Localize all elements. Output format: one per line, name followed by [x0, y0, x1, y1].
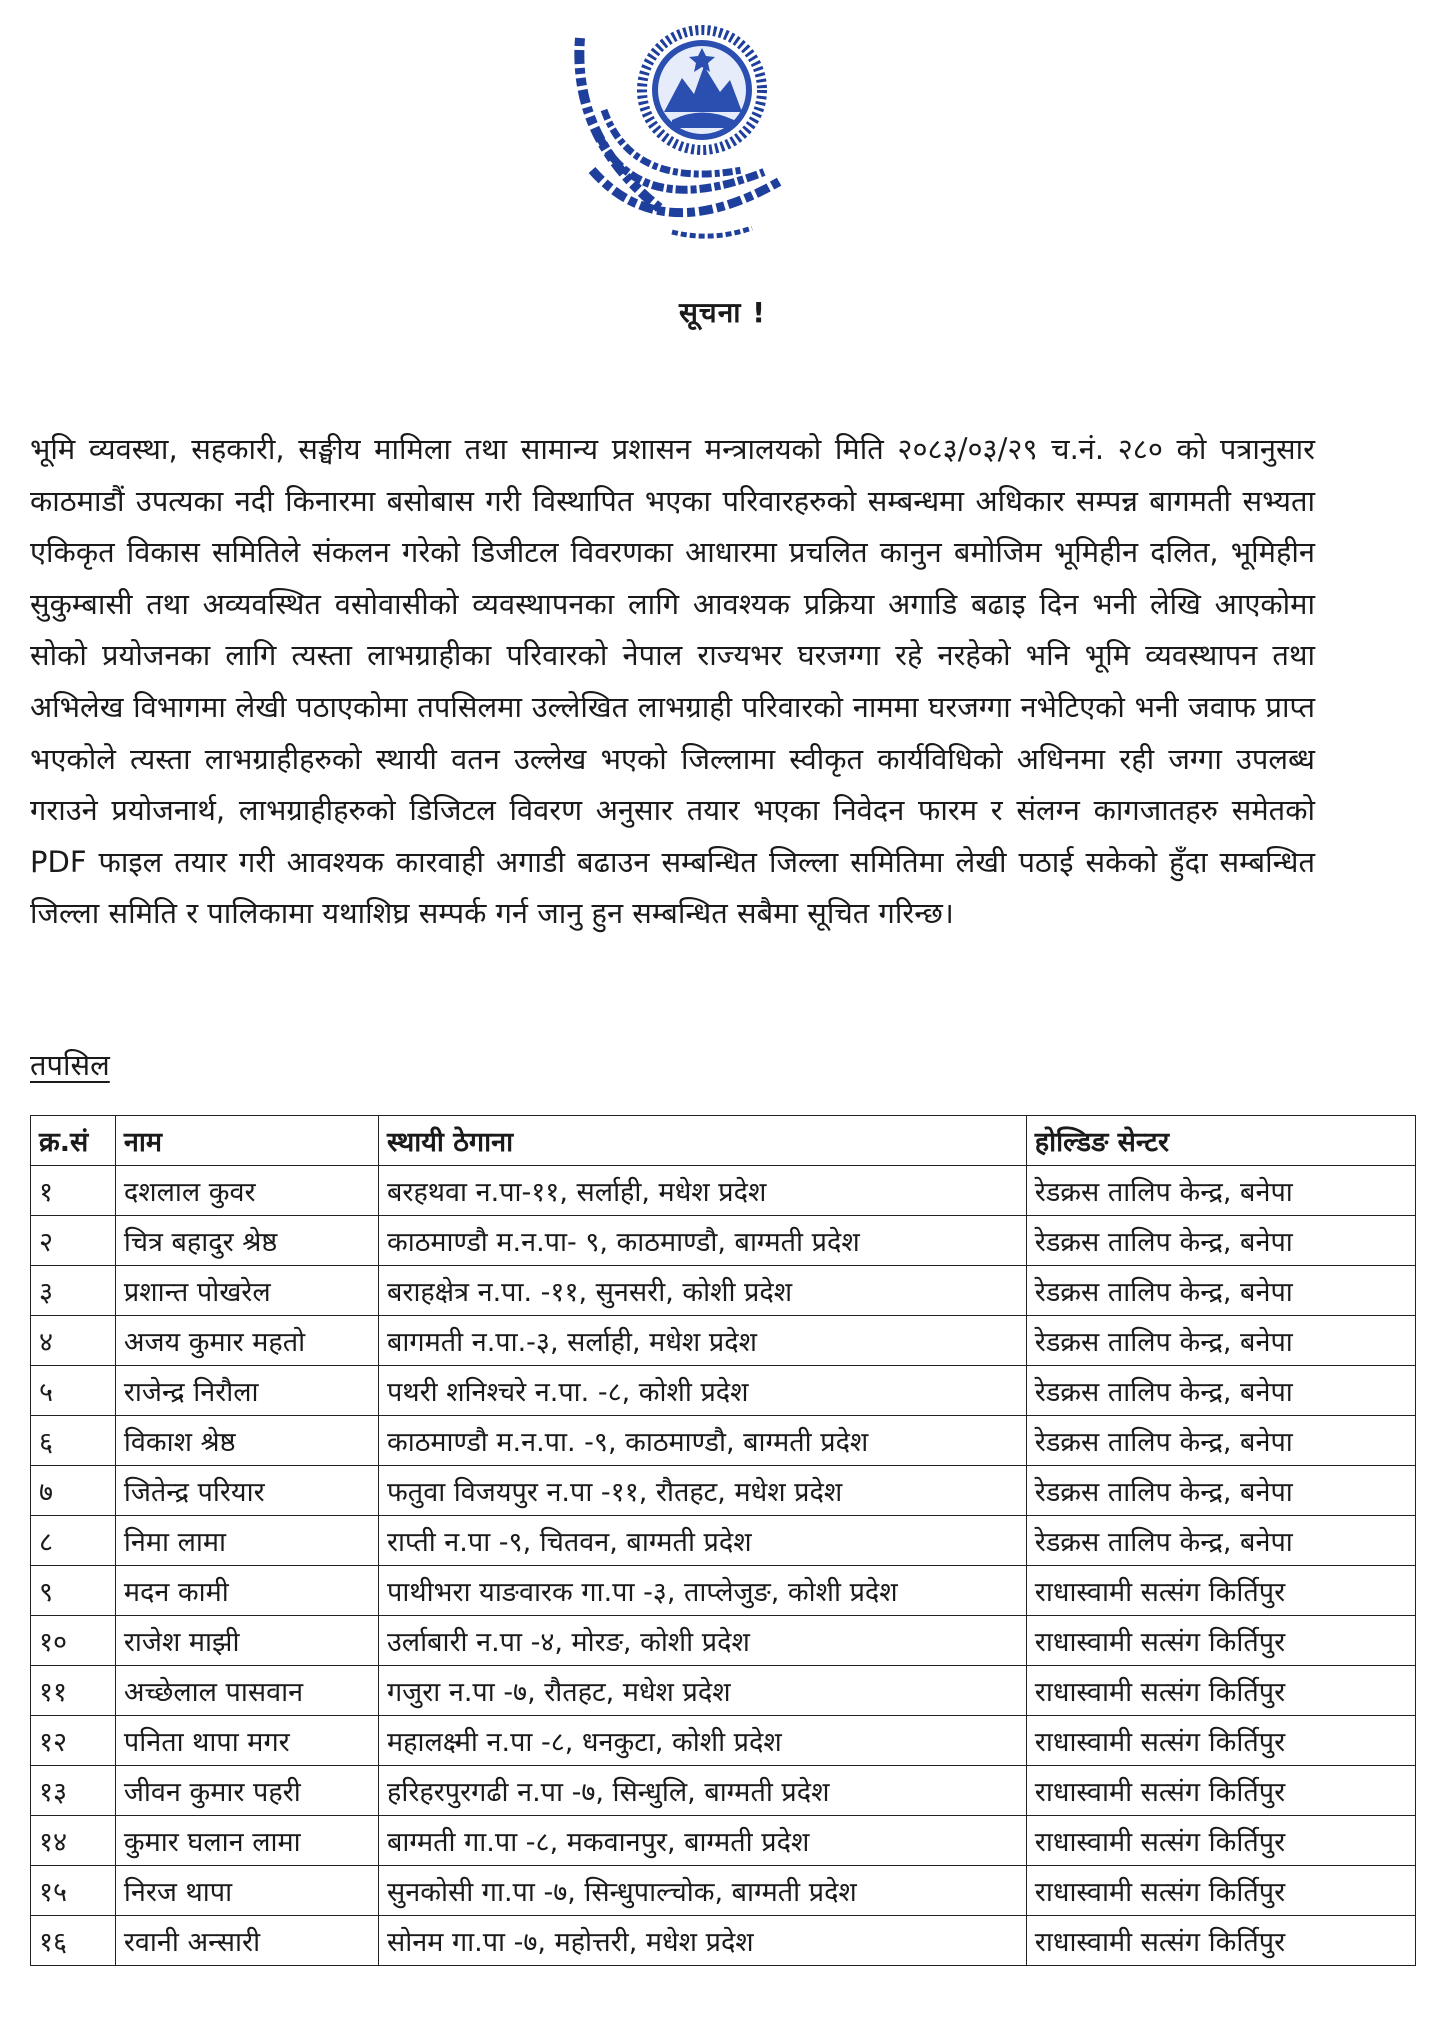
- cell-permanent-address: काठमाण्डौ म.न.पा- ९, काठमाण्डौ, बाग्मती प्रदेश: [378, 1216, 1026, 1266]
- table-header-row: [31, 1116, 1416, 1166]
- notice-title: सूचना !: [678, 296, 767, 329]
- table-row: [31, 1366, 1416, 1416]
- notice-body: भूमि व्यवस्था, सहकारी, सङ्घीय मामिला तथा सामान्य प्रशासन मन्त्रालयको मिति २०८३/०३/२९ च.नं. २८० को पत्रानुसार काठमाडौं उपत्यका नदी किनारमा बसोबास गरी विस्थापित भएका परिवारहरुको सम्बन्धमा अधिकार सम्पन्न बागमती सभ्यता एकिकृत विकास समितिले संकलन गरेको डिजीटल विवरणका आधारमा प्रचलित कानुन बमोजिम भूमिहीन दलित, भूमिहीन सुकुम्बासी तथा अव्यवस्थित वसोवासीको व्यवस्थापनका लागि आवश्यक प्रक्रिया अगाडि बढाइ दिन भनी लेखि आएकोमा सोको प्रयोजनका लागि त्यस्ता लाभग्राहीका परिवारको नेपाल राज्यभर घरजग्गा रहे नरहेको भनि भूमि व्यवस्थापन तथा अभिलेख विभागमा लेखी पठाएकोमा तपसिलमा उल्लेखित लाभग्राही परिवारको नाममा घरजग्गा नभेटिएको भनी जवाफ प्राप्त भएकोले त्यस्ता लाभग्राहीहरुको स्थायी वतन उल्लेख भएको जिल्लामा स्वीकृत कार्यविधिको अधिनमा रही जग्गा उपलब्ध गराउने प्रयोजनार्थ, लाभग्राहीहरुको डिजिटल विवरण अनुसार तयार भएका निवेदन फारम र संलग्न कागजातहरु समेतको PDF फाइल तयार गरी आवश्यक कारवाही अगाडी बढाउन सम्बन्धित जिल्ला समितिमा लेखी पठाई सकेको हुँदा सम्बन्धित जिल्ला समिति र पालिकामा यथाशिघ्र सम्पर्क गर्न जानु हुन सम्बन्धित सबैमा सूचित गरिन्छ।: [30, 432, 1315, 931]
- cell-permanent-address: बाग्मती गा.पा -८, मकवानपुर, बाग्मती प्रदेश: [378, 1816, 1026, 1866]
- cell-name: दशलाल कुवर: [115, 1166, 378, 1216]
- cell-permanent-address: महालक्ष्मी न.पा -८, धनकुटा, कोशी प्रदेश: [378, 1716, 1026, 1766]
- cell-name: पनिता थापा मगर: [115, 1716, 378, 1766]
- cell-serial-number: ४: [31, 1316, 116, 1366]
- cell-serial-number: १४: [31, 1816, 116, 1866]
- cell-name: जितेन्द्र परियार: [115, 1466, 378, 1516]
- table-row: [31, 1766, 1416, 1816]
- cell-serial-number: १६: [31, 1916, 116, 1966]
- cell-serial-number: २: [31, 1216, 116, 1266]
- cell-permanent-address: काठमाण्डौ म.न.पा. -९, काठमाण्डौ, बाग्मती प्रदेश: [378, 1416, 1026, 1466]
- table-row: [31, 1466, 1416, 1516]
- cell-holding-center: रेडक्रस तालिप केन्द्र, बनेपा: [1026, 1266, 1415, 1316]
- table-row: [31, 1216, 1416, 1266]
- cell-name: जीवन कुमार पहरी: [115, 1766, 378, 1816]
- table-row: [31, 1866, 1416, 1916]
- table-row: [31, 1266, 1416, 1316]
- cell-serial-number: १: [31, 1166, 116, 1216]
- table-row: [31, 1816, 1416, 1866]
- cell-permanent-address: बागमती न.पा.-३, सर्लाही, मधेश प्रदेश: [378, 1316, 1026, 1366]
- cell-serial-number: ७: [31, 1466, 116, 1516]
- cell-name: चित्र बहादुर श्रेष्ठ: [115, 1216, 378, 1266]
- cell-permanent-address: उर्लाबारी न.पा -४, मोरङ, कोशी प्रदेश: [378, 1616, 1026, 1666]
- cell-holding-center: रेडक्रस तालिप केन्द्र, बनेपा: [1026, 1166, 1415, 1216]
- cell-name: अच्छेलाल पासवान: [115, 1666, 378, 1716]
- table-body: [31, 1166, 1416, 1966]
- header-holding-center: होल्डिङ सेन्टर: [1026, 1116, 1415, 1166]
- cell-permanent-address: सुनकोसी गा.पा -७, सिन्धुपाल्चोक, बाग्मती प्रदेश: [378, 1866, 1026, 1916]
- header-permanent-address: स्थायी ठेगाना: [378, 1116, 1026, 1166]
- table-row: [31, 1616, 1416, 1666]
- table-row: [31, 1566, 1416, 1616]
- cell-holding-center: राधास्वामी सत्संग किर्तिपुर: [1026, 1766, 1415, 1816]
- cell-serial-number: १०: [31, 1616, 116, 1666]
- cell-name: राजेन्द्र निरौला: [115, 1366, 378, 1416]
- cell-name: अजय कुमार महतो: [115, 1316, 378, 1366]
- cell-name: मदन कामी: [115, 1566, 378, 1616]
- cell-name: निरज थापा: [115, 1866, 378, 1916]
- tapasil-label: तपसिल: [30, 1048, 110, 1082]
- cell-permanent-address: पथरी शनिश्चरे न.पा. -८, कोशी प्रदेश: [378, 1366, 1026, 1416]
- cell-holding-center: राधास्वामी सत्संग किर्तिपुर: [1026, 1666, 1415, 1716]
- cell-name: राजेश माझी: [115, 1616, 378, 1666]
- cell-serial-number: १५: [31, 1866, 116, 1916]
- cell-holding-center: रेडक्रस तालिप केन्द्र, बनेपा: [1026, 1316, 1415, 1366]
- cell-name: विकाश श्रेष्ठ: [115, 1416, 378, 1466]
- cell-name: रवानी अन्सारी: [115, 1916, 378, 1966]
- table-row: [31, 1316, 1416, 1366]
- cell-holding-center: राधास्वामी सत्संग किर्तिपुर: [1026, 1566, 1415, 1616]
- cell-holding-center: रेडक्रस तालिप केन्द्र, बनेपा: [1026, 1416, 1415, 1466]
- table-row: [31, 1666, 1416, 1716]
- cell-serial-number: ९: [31, 1566, 116, 1616]
- cell-name: प्रशान्त पोखरेल: [115, 1266, 378, 1316]
- cell-holding-center: राधास्वामी सत्संग किर्तिपुर: [1026, 1866, 1415, 1916]
- cell-permanent-address: गजुरा न.पा -७, रौतहट, मधेश प्रदेश: [378, 1666, 1026, 1716]
- cell-serial-number: ११: [31, 1666, 116, 1716]
- cell-permanent-address: राप्ती न.पा -९, चितवन, बाग्मती प्रदेश: [378, 1516, 1026, 1566]
- beneficiary-table: [30, 1115, 1416, 1966]
- table-row: [31, 1416, 1416, 1466]
- cell-serial-number: ६: [31, 1416, 116, 1466]
- table-row: [31, 1716, 1416, 1766]
- cell-permanent-address: बरहथवा न.पा-११, सर्लाही, मधेश प्रदेश: [378, 1166, 1026, 1216]
- cell-holding-center: रेडक्रस तालिप केन्द्र, बनेपा: [1026, 1216, 1415, 1266]
- cell-serial-number: १२: [31, 1716, 116, 1766]
- header-serial-number: क्र.सं: [31, 1116, 116, 1166]
- cell-name: कुमार घलान लामा: [115, 1816, 378, 1866]
- table-row: [31, 1516, 1416, 1566]
- header-name: नाम: [115, 1116, 378, 1166]
- cell-permanent-address: सोनम गा.पा -७, महोत्तरी, मधेश प्रदेश: [378, 1916, 1026, 1966]
- table-row: [31, 1916, 1416, 1966]
- cell-holding-center: राधास्वामी सत्संग किर्तिपुर: [1026, 1716, 1415, 1766]
- cell-permanent-address: पाथीभरा याङवारक गा.पा -३, ताप्लेजुङ, कोशी प्रदेश: [378, 1566, 1026, 1616]
- table-row: [31, 1166, 1416, 1216]
- cell-holding-center: रेडक्रस तालिप केन्द्र, बनेपा: [1026, 1366, 1415, 1416]
- cell-serial-number: १३: [31, 1766, 116, 1816]
- cell-serial-number: ३: [31, 1266, 116, 1316]
- cell-holding-center: राधास्वामी सत्संग किर्तिपुर: [1026, 1916, 1415, 1966]
- cell-holding-center: राधास्वामी सत्संग किर्तिपुर: [1026, 1816, 1415, 1866]
- cell-serial-number: ५: [31, 1366, 116, 1416]
- cell-serial-number: ८: [31, 1516, 116, 1566]
- cell-name: निमा लामा: [115, 1516, 378, 1566]
- cell-permanent-address: फतुवा विजयपुर न.पा -११, रौतहट, मधेश प्रदेश: [378, 1466, 1026, 1516]
- cell-permanent-address: बराहक्षेत्र न.पा. -११, सुनसरी, कोशी प्रदेश: [378, 1266, 1026, 1316]
- cell-holding-center: रेडक्रस तालिप केन्द्र, बनेपा: [1026, 1516, 1415, 1566]
- emblem-icon: [642, 30, 762, 150]
- government-seal-logo: [552, 20, 824, 282]
- cell-permanent-address: हरिहरपुरगढी न.पा -७, सिन्धुलि, बाग्मती प्रदेश: [378, 1766, 1026, 1816]
- cell-holding-center: राधास्वामी सत्संग किर्तिपुर: [1026, 1616, 1415, 1666]
- cell-holding-center: रेडक्रस तालिप केन्द्र, बनेपा: [1026, 1466, 1415, 1516]
